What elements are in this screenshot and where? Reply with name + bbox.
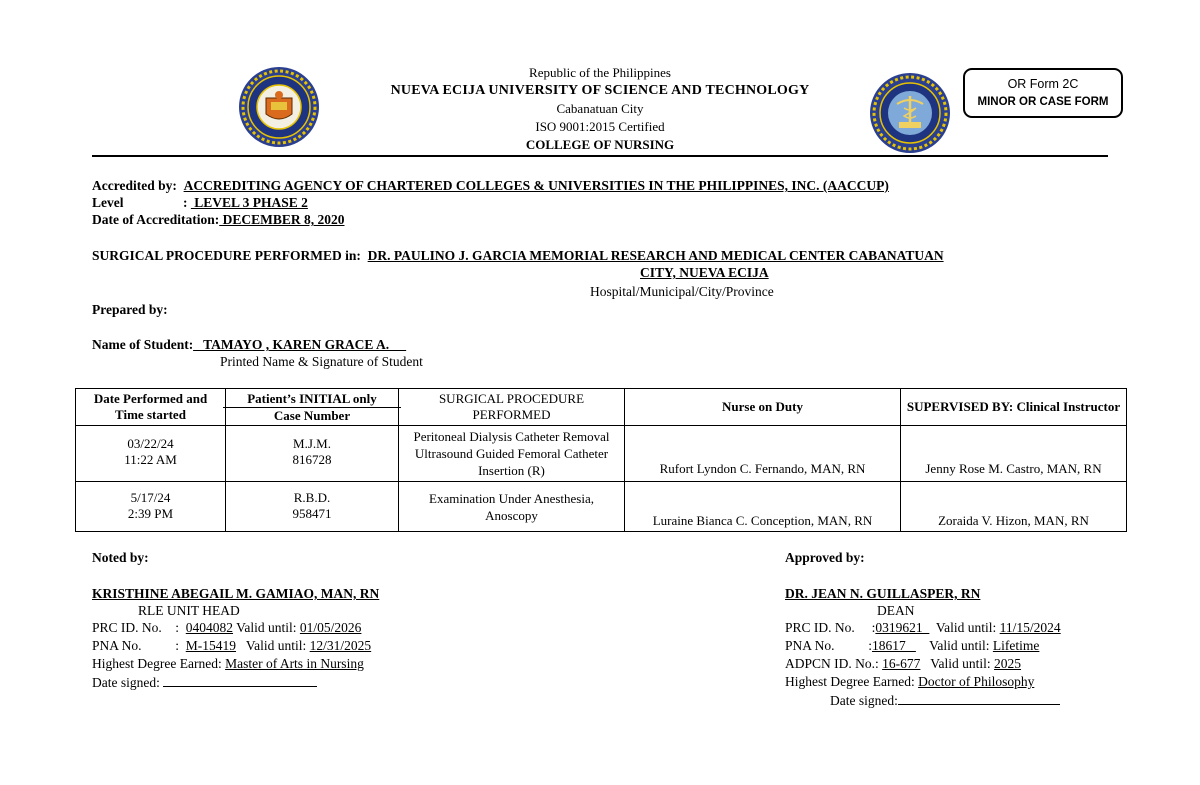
row-1-patient bbox=[226, 426, 399, 482]
city-line: Cabanatuan City bbox=[556, 101, 644, 116]
approved-adpcn-row bbox=[785, 656, 1021, 672]
noted-prc-row bbox=[92, 620, 361, 636]
row-2-supervisor: Zoraida V. Hizon, MAN, RN bbox=[901, 482, 1127, 532]
row-1-time-value: 11:22 AM bbox=[124, 452, 177, 467]
accreditation-date-value: DECEMBER 8, 2020 bbox=[219, 212, 345, 227]
approved-adpcn-label: ADPCN ID. No.: bbox=[785, 656, 883, 671]
approved-prc-row bbox=[785, 620, 1061, 636]
approved-date-signed-row bbox=[830, 692, 1060, 709]
col-header-supervised: SUPERVISED BY: Clinical Instructor bbox=[901, 389, 1127, 426]
row-2-case-number: 958471 bbox=[292, 506, 332, 521]
col-header-patient-initial: Patient’s INITIAL only bbox=[223, 391, 401, 408]
approved-pna-valid-label: Valid until: bbox=[915, 638, 993, 653]
col-header-procedure: SURGICAL PROCEDURE PERFORMED bbox=[399, 389, 625, 426]
noted-degree-row bbox=[92, 656, 364, 672]
approved-pna-value: 18617 bbox=[872, 638, 916, 653]
surgical-place-label: SURGICAL PROCEDURE PERFORMED in: bbox=[92, 248, 361, 263]
accredited-by-row bbox=[92, 178, 889, 194]
approved-degree-value: Doctor of Philosophy bbox=[918, 674, 1035, 689]
col-header-patient bbox=[226, 389, 399, 426]
noted-pna-valid-label: Valid until: bbox=[236, 638, 310, 653]
college-of-nursing-logo bbox=[869, 72, 951, 154]
accredited-by-label: Accredited by: bbox=[92, 178, 177, 193]
row-1-nurse: Rufort Lyndon C. Fernando, MAN, RN bbox=[625, 426, 901, 482]
approved-pna-row bbox=[785, 638, 1039, 654]
form-type: MINOR OR CASE FORM bbox=[977, 96, 1109, 108]
noted-date-signed-line[interactable] bbox=[163, 674, 317, 687]
approved-by-label: Approved by: bbox=[785, 550, 865, 565]
accredited-by-value: ACCREDITING AGENCY OF CHARTERED COLLEGES & UNIVERSITIES IN THE PHILIPPINES, INC. (AACCUP) bbox=[183, 178, 889, 193]
iso-line: ISO 9001:2015 Certified bbox=[535, 119, 665, 134]
noted-date-signed-row bbox=[92, 674, 317, 691]
student-signature-caption: Printed Name & Signature of Student bbox=[220, 354, 423, 369]
surgical-place-row bbox=[92, 248, 944, 264]
row-1-supervisor: Jenny Rose M. Castro, MAN, RN bbox=[901, 426, 1127, 482]
surgical-place-caption: Hospital/Municipal/City/Province bbox=[590, 284, 774, 299]
col-header-case-number: Case Number bbox=[273, 407, 351, 423]
noted-degree-value: Master of Arts in Nursing bbox=[225, 656, 364, 671]
level-value: LEVEL 3 PHASE 2 bbox=[190, 195, 308, 210]
republic-line: Republic of the Philippines bbox=[529, 65, 671, 80]
form-code-box bbox=[963, 68, 1123, 118]
noted-pna-label: PNA No. : bbox=[92, 638, 186, 653]
noted-pna-valid: 12/31/2025 bbox=[309, 638, 372, 653]
approved-prc-label: PRC ID. No. : bbox=[785, 620, 876, 635]
approved-pna-valid: Lifetime bbox=[992, 638, 1040, 653]
noted-prc-label: PRC ID. No. : bbox=[92, 620, 186, 635]
row-2-date bbox=[76, 482, 226, 532]
noted-by-title: RLE UNIT HEAD bbox=[138, 603, 240, 618]
row-1-case-number: 816728 bbox=[292, 452, 332, 467]
noted-by-name: KRISTHINE ABEGAIL M. GAMIAO, MAN, RN bbox=[92, 586, 380, 601]
accreditation-date-row bbox=[92, 212, 344, 228]
approved-adpcn-valid: 2025 bbox=[994, 656, 1022, 671]
col-header-date: Date Performed and Time started bbox=[76, 389, 226, 426]
row-1-procedure: Peritoneal Dialysis Catheter Removal Ultrasound Guided Femoral Catheter Insertion (R) bbox=[399, 426, 625, 482]
approved-by-name: DR. JEAN N. GUILLASPER, RN bbox=[785, 586, 981, 601]
level-colon: : bbox=[183, 195, 188, 210]
row-2-nurse: Luraine Bianca C. Conception, MAN, RN bbox=[625, 482, 901, 532]
student-name-row bbox=[92, 337, 406, 353]
noted-degree-label: Highest Degree Earned: bbox=[92, 656, 226, 671]
surgical-place-value-line1: DR. PAULINO J. GARCIA MEMORIAL RESEARCH AND MEDICAL CENTER CABANATUAN bbox=[367, 248, 944, 263]
noted-prc-valid-label: Valid until: bbox=[233, 620, 300, 635]
approved-date-signed-line[interactable] bbox=[898, 692, 1060, 705]
table-header-row bbox=[76, 389, 1127, 426]
row-1-initial: M.J.M. bbox=[293, 436, 331, 451]
approved-degree-row bbox=[785, 674, 1034, 690]
procedure-table bbox=[75, 388, 1127, 532]
noted-date-signed-label: Date signed: bbox=[92, 675, 164, 690]
student-name-label: Name of Student: bbox=[92, 337, 194, 352]
row-1-date bbox=[76, 426, 226, 482]
noted-pna-row bbox=[92, 638, 371, 654]
approved-prc-valid-label: Valid until: bbox=[929, 620, 1000, 635]
approved-prc-value: 0319621 bbox=[875, 620, 930, 635]
student-name-value: _ TAMAYO , KAREN GRACE A._ _ bbox=[193, 337, 407, 352]
table-row bbox=[76, 426, 1127, 482]
approved-adpcn-valid-label: Valid until: bbox=[920, 656, 995, 671]
form-code: OR Form 2C bbox=[1007, 77, 1079, 91]
college-name: COLLEGE OF NURSING bbox=[525, 137, 675, 152]
row-2-patient bbox=[226, 482, 399, 532]
row-2-time-value: 2:39 PM bbox=[127, 506, 174, 521]
row-2-date-value: 5/17/24 bbox=[130, 490, 171, 505]
header-divider bbox=[92, 155, 1108, 157]
table-row bbox=[76, 482, 1127, 532]
noted-prc-value: 0404082 bbox=[185, 620, 234, 635]
surgical-place-value-line2: CITY, NUEVA ECIJA bbox=[640, 265, 769, 280]
approved-date-signed-label: Date signed: bbox=[830, 693, 898, 708]
level-row bbox=[92, 195, 308, 211]
approved-prc-valid: 11/15/2024 bbox=[999, 620, 1061, 635]
institution-header bbox=[300, 64, 900, 154]
approved-degree-label: Highest Degree Earned: bbox=[785, 674, 919, 689]
level-label: Level bbox=[92, 195, 124, 210]
col-header-nurse: Nurse on Duty bbox=[625, 389, 901, 426]
row-2-procedure: Examination Under Anesthesia, Anoscopy bbox=[399, 482, 625, 532]
prepared-by-label: Prepared by: bbox=[92, 302, 168, 317]
noted-pna-value: M-15419 bbox=[185, 638, 237, 653]
approved-by-title: DEAN bbox=[877, 603, 915, 618]
accreditation-date-label: Date of Accreditation: bbox=[92, 212, 220, 227]
row-1-date-value: 03/22/24 bbox=[127, 436, 174, 451]
university-name: NUEVA ECIJA UNIVERSITY OF SCIENCE AND TECHNOLOGY bbox=[390, 83, 810, 98]
row-2-initial: R.B.D. bbox=[293, 490, 331, 505]
approved-pna-label: PNA No. : bbox=[785, 638, 873, 653]
approved-adpcn-value: 16-677 bbox=[882, 656, 921, 671]
noted-by-label: Noted by: bbox=[92, 550, 149, 565]
noted-prc-valid: 01/05/2026 bbox=[299, 620, 362, 635]
